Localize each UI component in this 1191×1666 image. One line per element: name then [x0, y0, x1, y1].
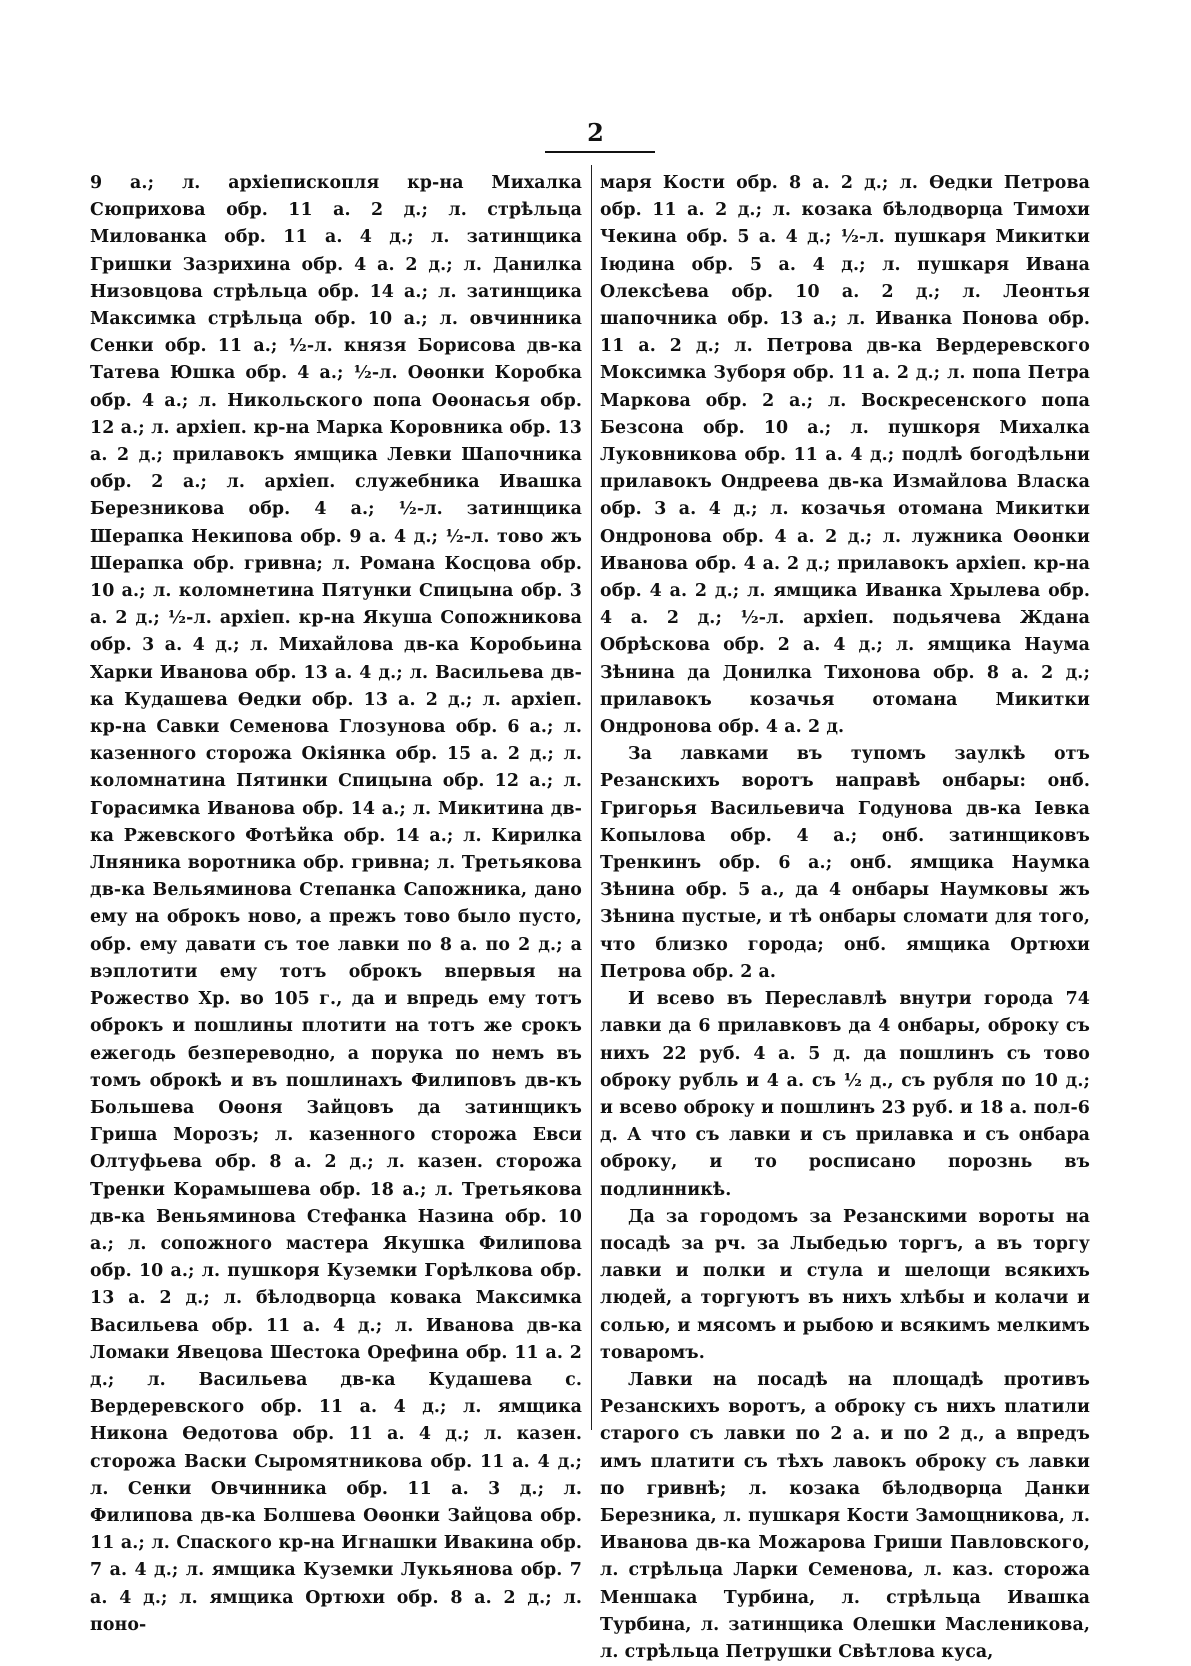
right-paragraph-1: маря Кости обр. 8 а. 2 д.; л. Ѳедки Петрова обр. 11 а. 2 д.; л. козака бѣлодворца Тимохи Чекина обр. 5 а. 4 д.; ½-л. пушкаря Микитки Іюдина обр. 5 а. 4 д.; л. пушкаря Ивана Олексѣева обр. 10 а. 2 д.; л. Леонтья шапочника обр. 13 а.; л. Иванка Понова обр. 11 а. 2 д.; л. Петрова дв-ка Вердеревского Моксимка Зуборя обр. 11 а. 2 д.; л. попа Петра Маркова обр. 2 а.; л. Воскресенского попа Безсона обр. 10 а.; л. пушкоря Михалка Луковникова обр. 11 а. 4 д.; подлѣ богодѣльни прилавокъ Ондреева дв-ка Измайлова Власка обр. 3 а. 4 д.; л. козачья отомана Микитки Ондронова обр. 4 а. 2 д.; л. лужника Оѳонки Иванова обр. 4 а. 2 д.; прилавокъ архіеп. кр-на обр. 4 а. 2 д.; л. ямщика Иванка Хрылева обр. 4 а. 2 д.; ½-л. архіеп. подьячева Ждана Обрѣскова обр. 2 а. 4 д.; л. ямщика Наума Зѣнина да Донилка Тихонова обр. 8 а. 2 д.; прилавокъ козачья отомана Микитки Ондронова обр. 4 а. 2 д. [600, 173, 1090, 738]
left-column [90, 170, 582, 1639]
right-column [600, 170, 1090, 1666]
page-number: 2 [587, 118, 604, 147]
page-number-rule [545, 151, 655, 153]
column-divider [591, 165, 592, 1430]
right-paragraph-4: Да за городомъ за Резанскими вороты на посадѣ за рч. за Лыбедью торгъ, а въ торгу лавки и полки и стула и шелощи всякихъ людей, а торгуютъ въ нихъ хлѣбы и колачи и солью, и мясомъ и рыбою и всякимъ мелкимъ товаромъ. [600, 1206, 1090, 1363]
right-paragraph-2: За лавками въ тупомъ заулкѣ отъ Резанскихъ воротъ направѣ онбары: онб. Григорья Васильевича Годунова дв-ка Іевка Копылова обр. 4 а.; онб. затинщиковъ Тренкинъ обр. 6 а.; онб. ямщика Наумка Зѣнина обр. 5 а., да 4 онбары Наумковы жъ Зѣнина пустые, и тѣ онбары сломати для того, что близко города; онб. ямщика Ортюхи Петрова обр. 2 а. [600, 744, 1090, 982]
right-paragraph-3: И всево въ Переславлѣ внутри города 74 лавки да 6 прилавковъ да 4 онбары, оброку съ нихъ 22 руб. 4 а. 5 д. да пошлинъ съ тово оброку рубль и 4 а. съ ½ д., съ рубля по 10 д.; и всево оброку и пошлинъ 23 руб. и 18 а. пол-6 д. А что съ лавки и съ прилавка и съ онбара оброку, и то росписано порознь въ подлинникѣ. [600, 989, 1090, 1200]
right-paragraph-5: Лавки на посадѣ на площадѣ противъ Резанскихъ воротъ, а оброку съ нихъ платили старого съ лавки по 2 а. и по 2 д., а впредъ имъ платити съ тѣхъ лавокъ оброку съ лавки по гривнѣ; л. козака бѣлодворца Данки Березника, л. пушкаря Кости Замощникова, л. Иванова дв-ка Можарова Гриши Павловского, л. стрѣльца Ларки Семенова, л. каз. сторожа Меншака Турбина, л. стрѣльца Ивашка Турбина, л. затинщика Олешки Масленикова, л. стрѣльца Петрушки Свѣтлова куса, [600, 1369, 1090, 1662]
left-paragraph-1: 9 а.; л. архіепископля кр-на Михалка Сюприхова обр. 11 а. 2 д.; л. стрѣльца Милованка обр. 11 а. 4 д.; л. затинщика Гришки Зазрихина обр. 4 а. 2 д.; л. Данилка Низовцова стрѣльца обр. 14 а.; л. затинщика Максимка стрѣльца обр. 10 а.; л. овчинника Сенки обр. 11 а.; ½-л. князя Борисова дв-ка Татева Юшка обр. 4 а.; ½-л. Оѳонки Коробка обр. 4 а.; л. Никольского попа Оѳонасья обр. 12 а.; л. архіеп. кр-на Марка Коровника обр. 13 а. 2 д.; прилавокъ ямщика Левки Шапочника обр. 2 а.; л. архіеп. служебника Ивашка Березникова обр. 4 а.; ½-л. затинщика Шерапка Некипова обр. 9 а. 4 д.; ½-л. тово жъ Шерапка обр. гривна; л. Романа Косцова обр. 10 а.; л. коломнетина Пятунки Спицына обр. 3 а. 2 д.; ½-л. архіеп. кр-на Якуша Сопожникова обр. 3 а. 4 д.; л. Михайлова дв-ка Коробьина Харки Иванова обр. 13 а. 4 д.; л. Васильева дв-ка Кудашева Ѳедки обр. 13 а. 2 д.; л. архіеп. кр-на Савки Семенова Глозунова обр. 6 а.; л. казенного сторожа Окіянка обр. 15 а. 2 д.; л. коломнатина Пятинки Спицына обр. 12 а.; л. Горасимка Иванова обр. 14 а.; л. Микитина дв-ка Ржевского Фотѣйка обр. 14 а.; л. Кирилка Лняника воротника обр. гривна; л. Третьякова дв-ка Вельяминова Степанка Сапожника, дано ему на оброкъ ново, а прежъ тово было пусто, обр. ему давати съ тое лавки по 8 а. по 2 д.; а вэплотити ему тотъ оброкъ впервыя на Рожество Хр. во 105 г., да и впредь ему тотъ оброкъ и пошлины плотити на тотъ же срокъ ежегодь безпереводно, а порука по немъ въ томъ оброкѣ и въ пошлинахъ Филиповъ дв-къ Большева Оѳоня Зайцовъ да затинщикъ Гриша Морозъ; л. казенного сторожа Евси Олтуфьева обр. 8 а. 2 д.; л. казен. сторожа Тренки Корамышева обр. 18 а.; л. Третьякова дв-ка Веньяминова Стефанка Назина обр. 10 а.; л. сопожного мастера Якушка Филипова обр. 10 а.; л. пушкоря Куземки Горѣлкова обр. 13 а. 2 д.; л. бѣлодворца ковака Максимка Васильева обр. 11 а. 4 д.; л. Иванова дв-ка Ломаки Явецова Шестока Орефина обр. 11 а. 2 д.; л. Васильева дв-ка Кудашева с. Вердеревского обр. 11 а. 4 д.; л. ямщика Никона Ѳедотова обр. 11 а. 4 д.; л. казен. сторожа Васки Сыромятникова обр. 11 а. 4 д.; л. Сенки Овчинника обр. 11 а. 3 д.; л. Филипова дв-ка Болшева Оѳонки Зайцова обр. 11 а.; л. Спаского кр-на Игнашки Ивакина обр. 7 а. 4 д.; л. ямщика Куземки Лукьянова обр. 7 а. 4 д.; л. ямщика Ортюхи обр. 8 а. 2 д.; л. поно- [90, 173, 582, 1635]
